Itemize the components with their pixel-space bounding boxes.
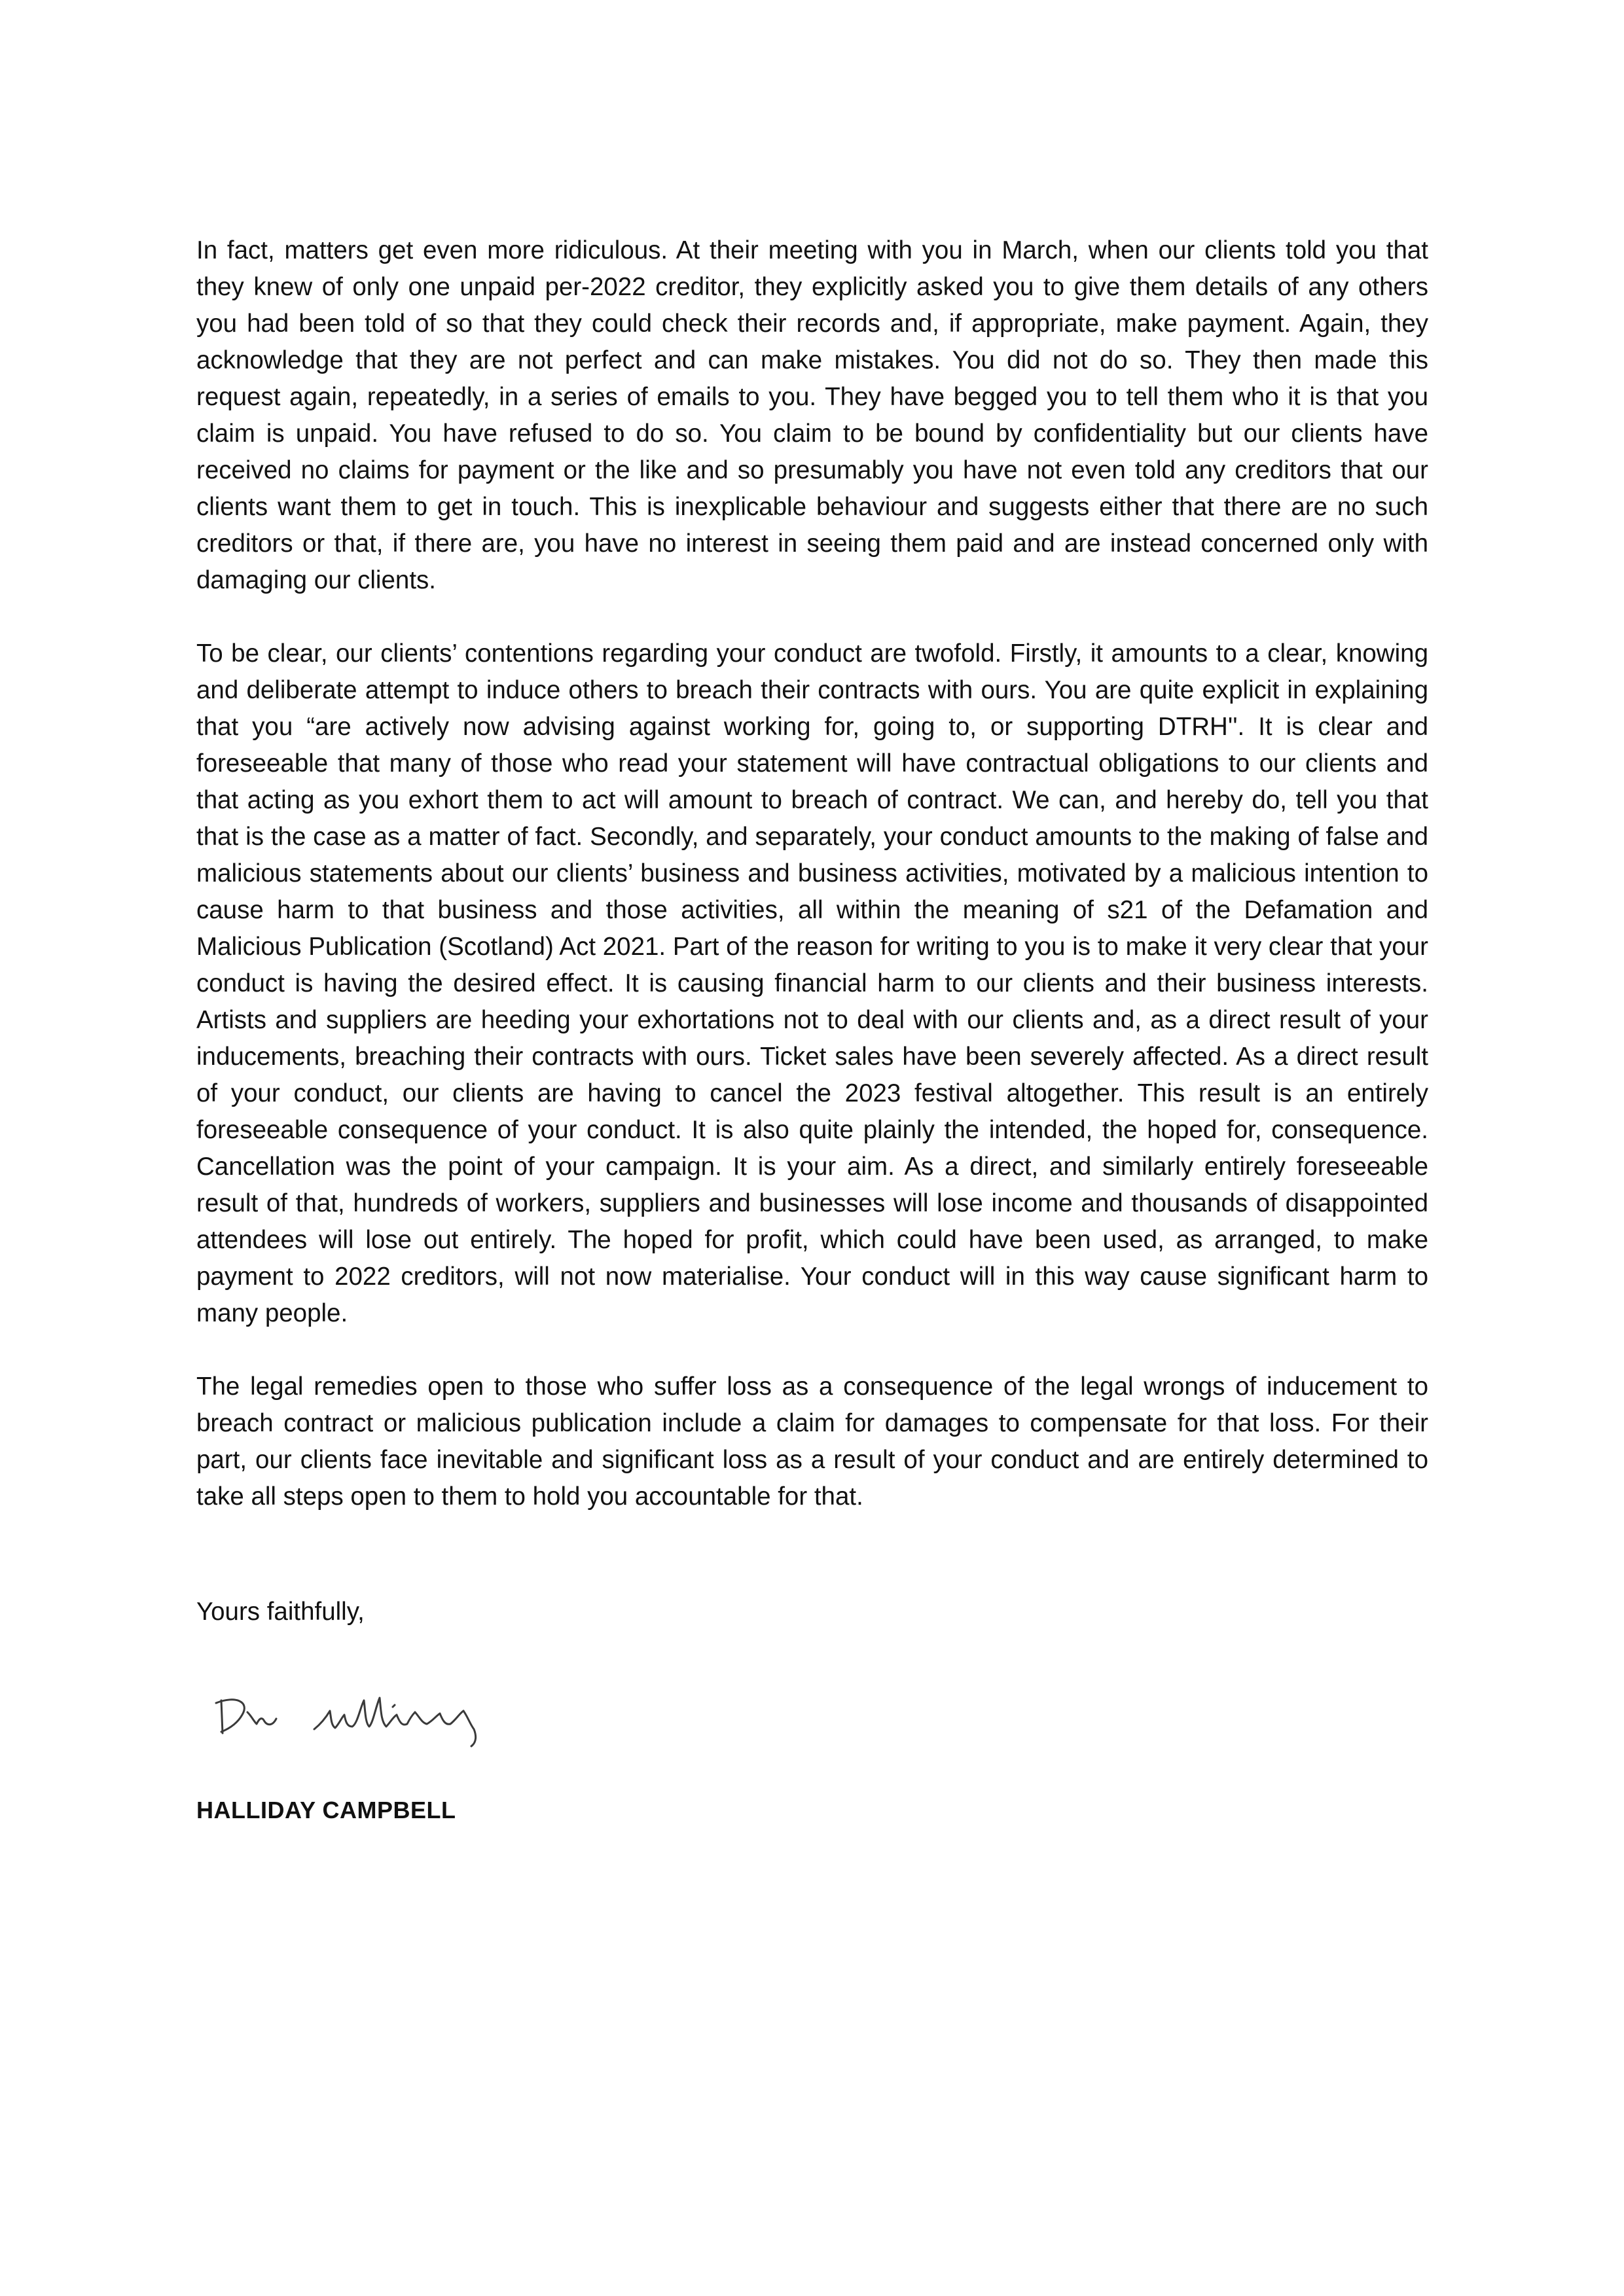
letter-paragraph-1: In fact, matters get even more ridiculous. At their meeting with you in March, when our clients told you that they knew of only one unpaid per-2022 creditor, they explicitly asked you to give them details of any others you had been told of so that they could check their records and, if appropriate, make payment. Again, they acknowledge that they are not perfect and can make mistakes. You did not do so. They then made this request again, repeatedly, in a series of emails to you. They have begged you to tell them who it is that you claim is unpaid. You have refused to do so. You claim to be bound by confidentiality but our clients have received no claims for payment or the like and so presumably you have not even told any creditors that our clients want them to get in touch. This is inexplicable behaviour and suggests either that there are no such creditors or that, if there are, you have no interest in seeing them paid and are instead concerned only with damaging our clients. [196, 236, 1428, 594]
letter-closing: Yours faithfully, [196, 1598, 365, 1626]
signatory-name: HALLIDAY CAMPBELL [196, 1797, 456, 1823]
handwritten-signature-icon [196, 1669, 602, 1761]
letter-paragraph-2: To be clear, our clients’ contentions regarding your conduct are twofold. Firstly, it amounts to a clear, knowing and deliberate attempt to induce others to breach their contracts with ours. You are quite explicit in explaining that you “are actively now advising against working for, going to, or supporting DTRH''. It is clear and foreseeable that many of those who read your statement will have contractual obligations to our clients and that acting as you exhort them to act will amount to breach of contract. We can, and hereby do, tell you that that is the case as a matter of fact. Secondly, and separately, your conduct amounts to the making of false and malicious statements about our clients’ business and business activities, motivated by a malicious intention to cause harm to that business and those activities, all within the meaning of s21 of the Defamation and Malicious Publication (Scotland) Act 2021. Part of the reason for writing to you is to make it very clear that your conduct is having the desired effect. It is causing financial harm to our clients and their business interests. Artists and suppliers are heeding your exhortations not to deal with our clients and, as a direct result of your inducements, breaching their contracts with ours. Ticket sales have been severely affected. As a direct result of your conduct, our clients are having to cancel the 2023 festival altogether. This result is an entirely foreseeable consequence of your conduct. It is also quite plainly the intended, the hoped for, consequence. Cancellation was the point of your campaign. It is your aim. As a direct, and similarly entirely foreseeable result of that, hundreds of workers, suppliers and businesses will lose income and thousands of disappointed attendees will lose out entirely. The hoped for profit, which could have been used, as arranged, to make payment to 2022 creditors, will not now materialise. Your conduct will in this way cause significant harm to many people. [196, 639, 1428, 1327]
letter-body [196, 232, 1428, 1552]
letter-paragraph-3: The legal remedies open to those who suffer loss as a consequence of the legal wrongs of inducement to breach contract or malicious publication include a claim for damages to compensate for that loss. For their part, our clients face inevitable and significant loss as a result of your conduct and are entirely determined to take all steps open to them to hold you accountable for that. [196, 1372, 1428, 1511]
